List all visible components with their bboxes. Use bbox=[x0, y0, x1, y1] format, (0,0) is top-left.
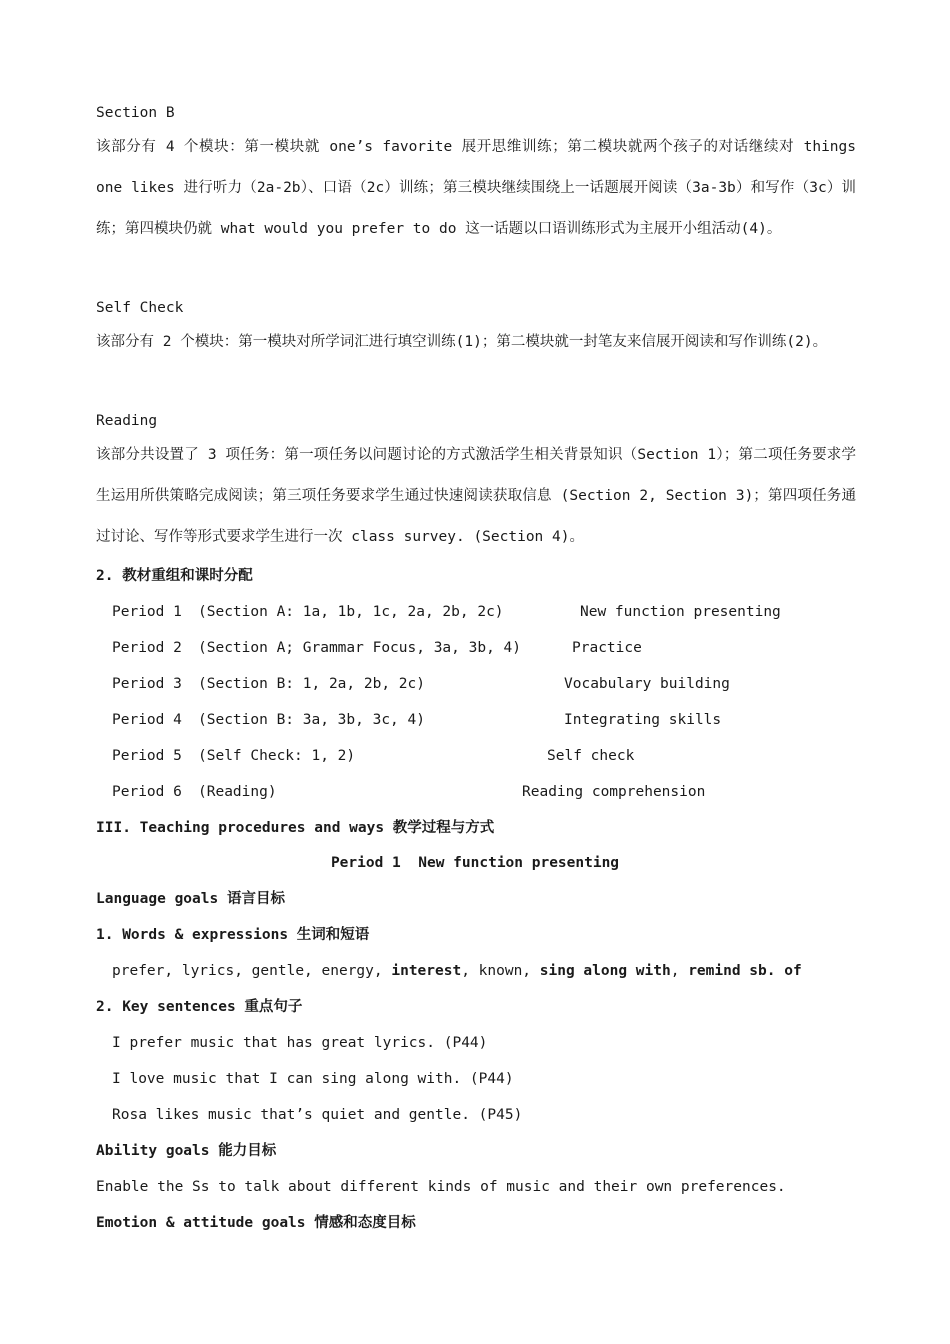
period-title-number: Period 1 bbox=[330, 855, 401, 871]
period-number: Period 4 bbox=[112, 712, 182, 728]
words-mid: , known, bbox=[461, 963, 540, 979]
section-b-body: 该部分有 4 个模块：第一模块就 one’s favorite 展开思维训练；第二模块就两个孩子的对话继续对 things one likes 进行听力（2a-2b）、口语（2c）训练；第三模块继续围绕上一话题展开阅读（3a-3b）和写作（3c）训练；第四模块仍就 what would you prefer to do 这一话题以口语训练形式为主展开小组活动(4)。 bbox=[96, 139, 856, 237]
period-content: (Section A: 1a, 1b, 1c, 2a, 2b, 2c) bbox=[198, 604, 504, 620]
period-content: (Section B: 1, 2a, 2b, 2c) bbox=[198, 676, 425, 692]
period-number: Period 6 bbox=[112, 784, 182, 800]
key-sentence: I prefer music that has great lyrics. (P44) bbox=[112, 1035, 488, 1051]
key-sentence: Rosa likes music that’s quiet and gentle. (P45) bbox=[112, 1107, 523, 1123]
period-content: (Self Check: 1, 2) bbox=[198, 748, 356, 764]
self-check-body: 该部分有 2 个模块：第一模块对所学词汇进行填空训练(1)；第二模块就一封笔友来信展开阅读和写作训练(2)。 bbox=[96, 334, 828, 350]
reading-heading: Reading bbox=[96, 413, 158, 429]
period-content: (Section A; Grammar Focus, 3a, 3b, 4) bbox=[198, 640, 522, 656]
ability-goals-body: Enable the Ss to talk about different kinds of music and their own preferences. bbox=[96, 1179, 786, 1195]
period-number: Period 2 bbox=[112, 640, 182, 656]
period-type: Self check bbox=[547, 748, 635, 764]
period-type: Vocabulary building bbox=[564, 676, 730, 692]
procedures-heading: III. Teaching procedures and ways 教学过程与方式 bbox=[96, 820, 495, 836]
word-interest: interest bbox=[391, 963, 462, 979]
period-type: Practice bbox=[572, 640, 642, 656]
period-number: Period 1 bbox=[112, 604, 182, 620]
words-heading: 1. Words & expressions 生词和短语 bbox=[96, 927, 370, 943]
language-goals-heading: Language goals 语言目标 bbox=[96, 891, 285, 907]
key-sentence: I love music that I can sing along with. (P44) bbox=[112, 1071, 514, 1087]
period-title bbox=[0, 853, 950, 873]
period-number: Period 3 bbox=[112, 676, 182, 692]
period-type: New function presenting bbox=[580, 604, 781, 620]
period-type: Reading comprehension bbox=[522, 784, 706, 800]
section-b-heading: Section B bbox=[96, 105, 175, 121]
reorg-heading: 2. 教材重组和课时分配 bbox=[96, 568, 253, 584]
reading-body: 该部分共设置了 3 项任务：第一项任务以问题讨论的方式激活学生相关背景知识（Section 1）；第二项任务要求学生运用所供策略完成阅读；第三项任务要求学生通过快速阅读获取信息 (Section 2, Section 3)；第四项任务通过讨论、写作等形式要求学生进行一次 class survey. (Section 4)。 bbox=[96, 447, 856, 545]
words-plain: prefer, lyrics, gentle, energy, bbox=[112, 963, 392, 979]
phrase-remind-sb-of: remind sb. of bbox=[688, 963, 802, 979]
words-list bbox=[112, 961, 802, 981]
period-title-name: New function presenting bbox=[418, 855, 620, 871]
emotion-goals-heading: Emotion & attitude goals 情感和态度目标 bbox=[96, 1215, 416, 1231]
period-content: (Section B: 3a, 3b, 3c, 4) bbox=[198, 712, 425, 728]
period-type: Integrating skills bbox=[564, 712, 722, 728]
ability-goals-heading: Ability goals 能力目标 bbox=[96, 1143, 277, 1159]
sentences-heading: 2. Key sentences 重点句子 bbox=[96, 999, 303, 1015]
phrase-sing-along-with: sing along with bbox=[539, 963, 671, 979]
self-check-heading: Self Check bbox=[96, 300, 184, 316]
period-number: Period 5 bbox=[112, 748, 182, 764]
period-content: (Reading) bbox=[198, 784, 277, 800]
words-separator: , bbox=[670, 963, 689, 979]
